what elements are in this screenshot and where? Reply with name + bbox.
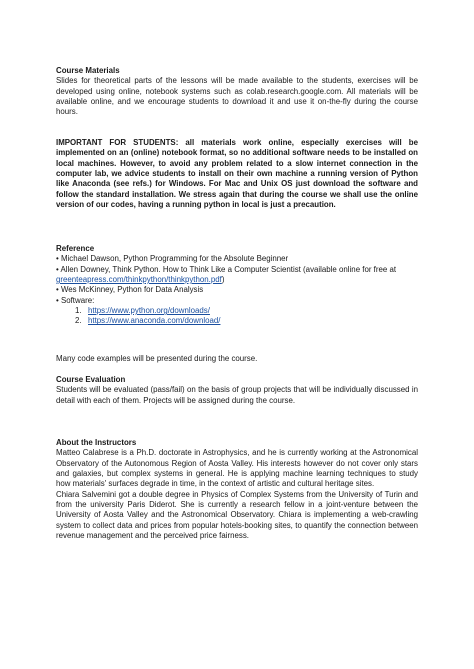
evaluation-body: Students will be evaluated (pass/fail) on the basis of group projects that will be individually discussed in detail with each of them. Projects will be assigned during the course. bbox=[56, 385, 418, 405]
course-materials-body: Slides for theoretical parts of the lessons will be made available to the students, exercises will be developed using online, notebook systems such as colab.research.google.com. All materials will be available online, and we encourage students to download it and use it on-the-fly during the course hours. bbox=[56, 76, 418, 117]
python-download-link[interactable]: https://www.python.org/downloads/ bbox=[88, 306, 210, 316]
software-item bbox=[75, 316, 418, 326]
course-materials-heading: Course Materials bbox=[56, 66, 120, 75]
instructor-bio-calabrese: Matteo Calabrese is a Ph.D. doctorate in Astrophysics, and he is currently working at the Astronomical Observatory of the Autonomous Region of Aosta Valley. His interests however do not cover only stars and galaxies, but complex systems in general. He is applying machine learning techniques to study how materials' surfaces degrade in time, in the context of artistic and cultural heritage sites. bbox=[56, 448, 418, 489]
important-notice-text: IMPORTANT FOR STUDENTS: all materials work online, especially exercises will be implemented on an (online) notebook format, so no additional software needs to be installed on local machines. However, to avoid any problem related to a slow internet connection in the computer lab, we advice students to install on their own machine a running version of Python like Anaconda (see refs.) for Windows. For Mac and Unix OS just download the software and follow the standard installation. We stress again that during the course we shall use the online version of our codes, having a running python in local is just a precaution. bbox=[56, 138, 418, 210]
code-examples-text: Many code examples will be presented during the course. bbox=[56, 354, 258, 363]
anaconda-download-link[interactable]: https://www.anaconda.com/download/ bbox=[88, 316, 221, 326]
important-notice bbox=[56, 138, 418, 210]
evaluation-heading: Course Evaluation bbox=[56, 375, 126, 384]
reference-section bbox=[56, 244, 418, 327]
reference-item-text: • Allen Downey, Think Python. How to Think Like a Computer Scientist (available online for free at bbox=[56, 264, 397, 274]
reference-item bbox=[56, 265, 418, 286]
instructors-section bbox=[56, 438, 418, 541]
reference-item: • Michael Dawson, Python Programming for the Absolute Beginner bbox=[56, 254, 289, 264]
thinkpython-link[interactable]: greenteapress.com/thinkpython/thinkpython.pdf bbox=[56, 275, 222, 285]
course-materials-section bbox=[56, 66, 418, 118]
reference-item: • Wes McKinney, Python for Data Analysis bbox=[56, 285, 204, 295]
instructor-bio-salvemini: Chiara Salvemini got a double degree in Physics of Complex Systems from the University of Turin and from the university Paris Diderot. She is currently a research fellow in a joint-venture between the University of Aosta Valley and the Astronomical Observatory. Chiara is implementing a web-crawling system to collect data and prices from popular hotels-booking sites, to quantify the connection between revenue management and the perceived price fairness. bbox=[56, 489, 418, 541]
reference-item-end: ) bbox=[221, 275, 225, 285]
reference-item: • Software: bbox=[56, 295, 95, 305]
software-item bbox=[75, 306, 418, 316]
code-examples-note bbox=[56, 354, 418, 364]
software-item-number: 1. bbox=[75, 306, 82, 316]
software-item-number: 2. bbox=[75, 316, 82, 326]
evaluation-section bbox=[56, 375, 418, 406]
instructors-heading: About the Instructors bbox=[56, 438, 137, 447]
reference-heading: Reference bbox=[56, 244, 95, 253]
